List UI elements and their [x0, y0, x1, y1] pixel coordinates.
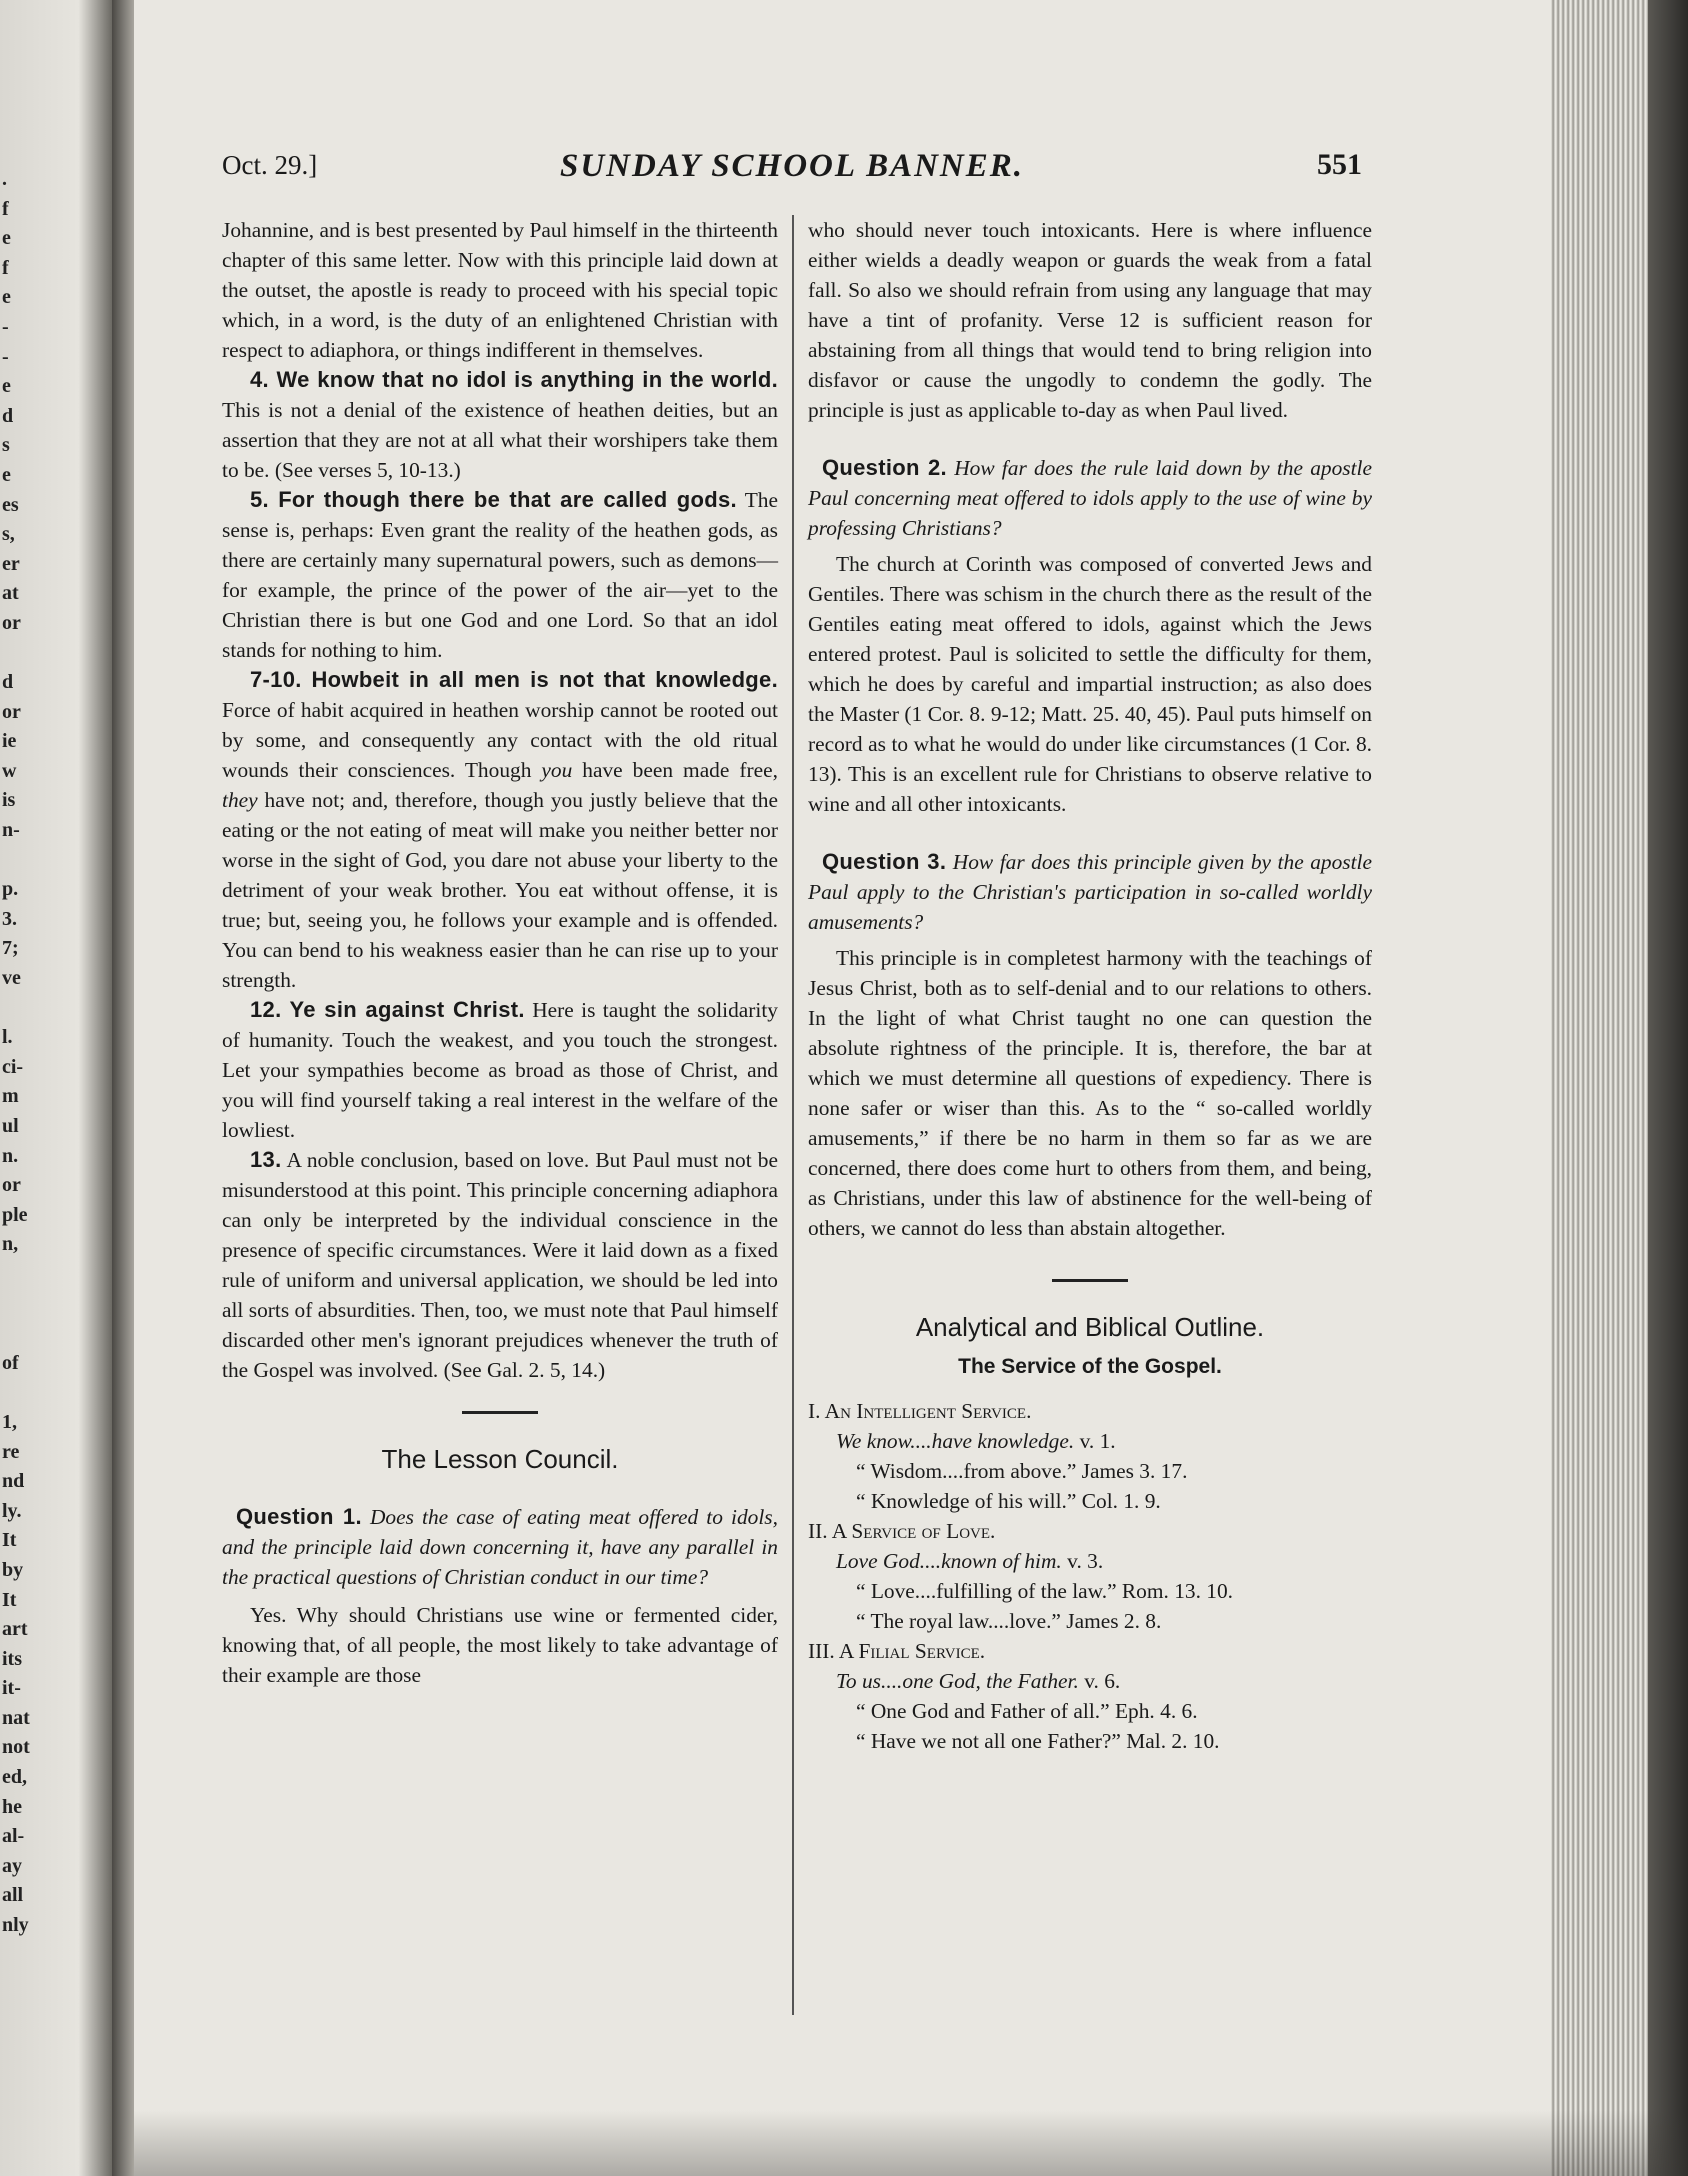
facing-page-fragment: -: [2, 345, 9, 368]
lesson-council-title: The Lesson Council.: [381, 1443, 619, 1474]
facing-page-fragment: not: [2, 1736, 30, 1759]
verse-heading: 13.: [250, 1147, 282, 1172]
verse-comment-5: [222, 485, 778, 665]
facing-page-fragment: e: [2, 375, 11, 398]
emphasis-word: you: [541, 758, 573, 782]
outline-key-ref: v. 1.: [1079, 1428, 1116, 1453]
question-label: Question 2.: [822, 455, 947, 480]
header-date: Oct. 29.]: [222, 150, 318, 180]
outline-key-ref: v. 3.: [1067, 1548, 1104, 1573]
facing-page-fragment: all: [2, 1884, 24, 1907]
answer-3: This principle is in completest harmony with the teachings of Jesus Christ, both as to self-denial and to our relations to others. In the light of what Christ taught no one can question the absolute rightness of the principle. It is, therefore, the bar at which we must determine all questions of expediency. There is none safer or wiser than this. As to the “ so-called worldly amusements,” if there be no harm in them so far as we are concerned, there does come hurt to others from them, and being, as Christians, under this law of abstinence for the well-being of others, we cannot do less than abstain altogether.: [808, 946, 1372, 1240]
facing-page-fragment: [0, 1260, 28, 1290]
question-text: How far does the rule laid down by the apostle Paul concerning meat offered to idols apply to the use of wine by professing Christians?: [808, 456, 1372, 540]
facing-page-fragment: ul: [2, 1115, 19, 1137]
outline-key-phrase: We know....have knowledge.: [836, 1428, 1075, 1453]
column-divider: [792, 215, 794, 2015]
facing-page-fragment: m: [2, 1085, 19, 1108]
page-number: 551: [1317, 148, 1362, 181]
verse-heading: 4. We know that no idol is anything in the world.: [250, 367, 778, 392]
facing-page-fragment: n-: [2, 819, 20, 842]
outline-scripture-ref: “ Have we not all one Father?” Mal. 2. 10.: [856, 1728, 1220, 1753]
facing-page-fragment: art: [2, 1618, 28, 1641]
verse-text: The sense is, perhaps: Even grant the reality of the heathen gods, as there are certainly many supernatural powers, such as demons—for example, the prince of the power of the air—yet to the Christian there is but one God and one Lord. So that an idol stands for nothing to him.: [222, 488, 778, 662]
outline-key-phrase: To us....one God, the Father.: [836, 1668, 1079, 1693]
facing-page-fragment: l.: [2, 1026, 13, 1049]
verse-text: Force of habit acquired in heathen worship cannot be rooted out by some, and consequently any contact with the old ritual wounds their consciences. Though: [222, 698, 778, 782]
facing-page-fragment: ci-: [2, 1055, 24, 1078]
facing-page-fragment: at: [2, 582, 19, 605]
facing-page-fragment: or: [2, 1174, 21, 1197]
section-rule: [462, 1411, 538, 1414]
question-2: [808, 453, 1372, 543]
facing-page-fragment: n.: [2, 1144, 19, 1167]
facing-page-fragment: 3.: [2, 907, 17, 930]
outline-scripture-ref: “ Wisdom....from above.” James 3. 17.: [856, 1458, 1188, 1483]
outline-scripture-ref: “ Knowledge of his will.” Col. 1. 9.: [856, 1488, 1161, 1513]
facing-page-fragment: It: [2, 1529, 17, 1552]
facing-page-fragment: it-: [2, 1677, 21, 1700]
paragraph: who should never touch intoxicants. Here is where influence either wields a deadly weapon or guards the weak from a fatal fall. So also we should refrain from using any language that may have a tint of profanity. Verse 12 is sufficient reason for abstaining from all things that would tend to bring religion into disfavor or cause the ungodly to condemn the godly. The principle is just as applicable to-day as when Paul lived.: [808, 218, 1372, 422]
verse-text: have been made free,: [582, 758, 778, 782]
question-label: Question 3.: [822, 849, 947, 874]
outline-number: II.: [808, 1518, 828, 1543]
outline-section-heading: [808, 1636, 1372, 1666]
page-header: [222, 148, 1362, 192]
answer-1: Yes. Why should Christians use wine or fermented cider, knowing that, of all people, the most likely to take advantage of their example are those: [222, 1602, 778, 1687]
verse-comment-4: [222, 365, 778, 485]
question-text: Does the case of eating meat offered to idols, and the principle laid down concerning it, have any parallel in the practical questions of Christian conduct in our time?: [222, 1504, 778, 1589]
facing-page-fragment: n,: [2, 1233, 19, 1256]
facing-page-fragment: ve: [2, 967, 21, 990]
facing-page-fragment: nat: [2, 1706, 30, 1729]
facing-page-fragment: [0, 1319, 28, 1349]
outline-key-text: [808, 1666, 1372, 1696]
facing-page-fragment: or: [2, 700, 21, 723]
page-stack-edge: [1550, 0, 1688, 2176]
book-gutter: [112, 0, 134, 2176]
emphasis-word: they: [222, 788, 258, 812]
facing-page-fragment: ple: [2, 1203, 28, 1226]
facing-page-fragment: It: [2, 1588, 17, 1611]
outline-section-heading: [808, 1396, 1372, 1426]
outline-scripture-ref: “ Love....fulfilling of the law.” Rom. 13. 10.: [856, 1578, 1234, 1603]
journal-title: SUNDAY SCHOOL BANNER.: [559, 148, 1025, 184]
verse-comment-13: [222, 1145, 778, 1385]
question-label: Question 1.: [236, 1503, 362, 1529]
outline-heading-text: An Intelligent Service.: [824, 1398, 1032, 1423]
facing-page-fragment: by: [2, 1558, 24, 1581]
facing-page-fragment: al-: [2, 1825, 25, 1848]
outline-number: III.: [808, 1638, 835, 1663]
facing-page-fragment: [0, 1378, 28, 1408]
facing-page-fragment: -: [2, 315, 9, 338]
facing-page-edge: [0, 0, 112, 2176]
outline-heading-text: A Filial Service.: [838, 1638, 986, 1663]
facing-page-fragment: ed,: [2, 1766, 27, 1789]
outline-key-ref: v. 6.: [1084, 1668, 1121, 1693]
facing-page-fragment: w: [2, 759, 17, 782]
facing-page-fragment: e: [2, 286, 11, 309]
verse-comment-12: [222, 995, 778, 1145]
facing-page-fragment: re: [2, 1440, 20, 1463]
left-column: [222, 215, 778, 1690]
outline-number: I.: [808, 1398, 821, 1423]
outline-key-text: [808, 1546, 1372, 1576]
facing-page-fragment: he: [2, 1795, 22, 1818]
facing-page-fragment: f: [2, 256, 9, 279]
answer-2: The church at Corinth was composed of converted Jews and Gentiles. There was schism in the church there as the result of the Gentiles eating meat offered to idols, against which the Jews entered protest. Paul is solicited to settle the difficulty for them, which he does by careful and impartial instruction; as also does the Master (1 Cor. 8. 9-12; Matt. 25. 40, 45). Paul puts himself on record as to what he would do under like circumstances (1 Cor. 8. 13). This is an excellent rule for Christians to observe relative to wine and all other intoxicants.: [808, 552, 1372, 816]
verse-text: Here is taught the solidarity of humanity. Touch the weakest, and you touch the strongest. Let your sympathies become as broad as those of Christ, and you will find yourself taking a real interest in the welfare of the lowliest.: [222, 998, 778, 1142]
facing-page-fragment: [0, 1290, 28, 1320]
question-text: How far does this principle given by the apostle Paul apply to the Christian's participation in so-called worldly amusements?: [808, 850, 1372, 934]
biblical-outline: [808, 1396, 1372, 1756]
facing-page-fragment: d: [2, 404, 14, 427]
outline-scripture-ref: “ The royal law....love.” James 2. 8.: [856, 1608, 1162, 1633]
facing-page-fragment: 7;: [2, 937, 19, 960]
question-3: [808, 847, 1372, 937]
verse-heading: 5. For though there be that are called gods.: [250, 487, 737, 512]
facing-page-fragment: nd: [2, 1470, 25, 1493]
facing-page-fragment: s,: [2, 523, 15, 546]
verse-heading: 7-10. Howbeit in all men is not that knowledge.: [250, 667, 778, 692]
paragraph: Johannine, and is best presented by Paul himself in the thirteenth chapter of this same letter. Now with this principle laid down at the outset, the apostle is ready to proceed with his special topic which, in a word, is the duty of an enlightened Christian with respect to adiaphora, or things indifferent in themselves.: [222, 218, 778, 362]
facing-page-fragment: s: [2, 434, 10, 457]
facing-page-fragment: es: [2, 493, 19, 516]
facing-page-fragment: ly.: [2, 1499, 22, 1522]
facing-page-fragment: [0, 639, 28, 669]
outline-title: Analytical and Biblical Outline.: [915, 1311, 1265, 1342]
facing-page-fragments: [0, 165, 28, 1941]
facing-page-fragment: e: [2, 227, 11, 250]
outline-key-text: [808, 1426, 1372, 1456]
question-1: [222, 1502, 778, 1592]
facing-page-fragment: .: [2, 168, 7, 190]
verse-heading: 12. Ye sin against Christ.: [250, 997, 525, 1022]
facing-page-fragment: or: [2, 611, 21, 634]
facing-page-fragment: e: [2, 463, 11, 486]
facing-page-fragment: ie: [2, 730, 17, 753]
facing-page-fragment: p.: [2, 878, 19, 901]
facing-page-fragment: ay: [2, 1854, 22, 1877]
verse-text: This is not a denial of the existence of heathen deities, but an assertion that they are not at all what their worshipers take them to be. (See verses 5, 10-13.): [222, 398, 778, 482]
section-rule: [1052, 1279, 1128, 1282]
facing-page-fragment: its: [2, 1647, 22, 1670]
verse-text: have not; and, therefore, though you justly believe that the eating or the not eating of meat will make you neither better nor worse in the sight of God, you dare not abuse your liberty to the detriment of your weak brother. You eat without offense, it is true; but, seeing you, he follows your example and is offended. You can bend to his weakness easier than he can rise up to your strength.: [222, 788, 778, 992]
outline-section-heading: [808, 1516, 1372, 1546]
facing-page-fragment: [0, 846, 28, 876]
verse-text: A noble conclusion, based on love. But Paul must not be misunderstood at this point. This principle concerning adiaphora can only be interpreted by the individual conscience in the presence of specific circumstances. Were it laid down as a fixed rule of uniform and universal application, we should be led into all sorts of absurdities. Then, too, we must note that Paul himself discarded other men's ignorant prejudices whenever the truth of the Gospel was involved. (See Gal. 2. 5, 14.): [222, 1148, 778, 1382]
facing-page-fragment: nly: [2, 1914, 29, 1937]
facing-page-fragment: f: [2, 197, 9, 220]
facing-page-fragment: d: [2, 671, 14, 694]
outline-heading-text: A Service of Love.: [831, 1518, 996, 1543]
outline-subtitle: The Service of the Gospel.: [958, 1354, 1222, 1378]
outline-scripture-ref: “ One God and Father of all.” Eph. 4. 6.: [856, 1698, 1198, 1723]
outline-key-phrase: Love God....known of him.: [836, 1548, 1062, 1573]
right-column: [808, 215, 1372, 1756]
page-bottom-shadow: [134, 2110, 1688, 2176]
facing-page-fragment: er: [2, 552, 20, 575]
verse-comment-7-10: [222, 665, 778, 995]
facing-page-fragment: [0, 994, 28, 1024]
facing-page-fragment: is: [2, 789, 16, 812]
facing-page-fragment: of: [2, 1351, 19, 1374]
facing-page-fragment: 1,: [2, 1410, 17, 1433]
